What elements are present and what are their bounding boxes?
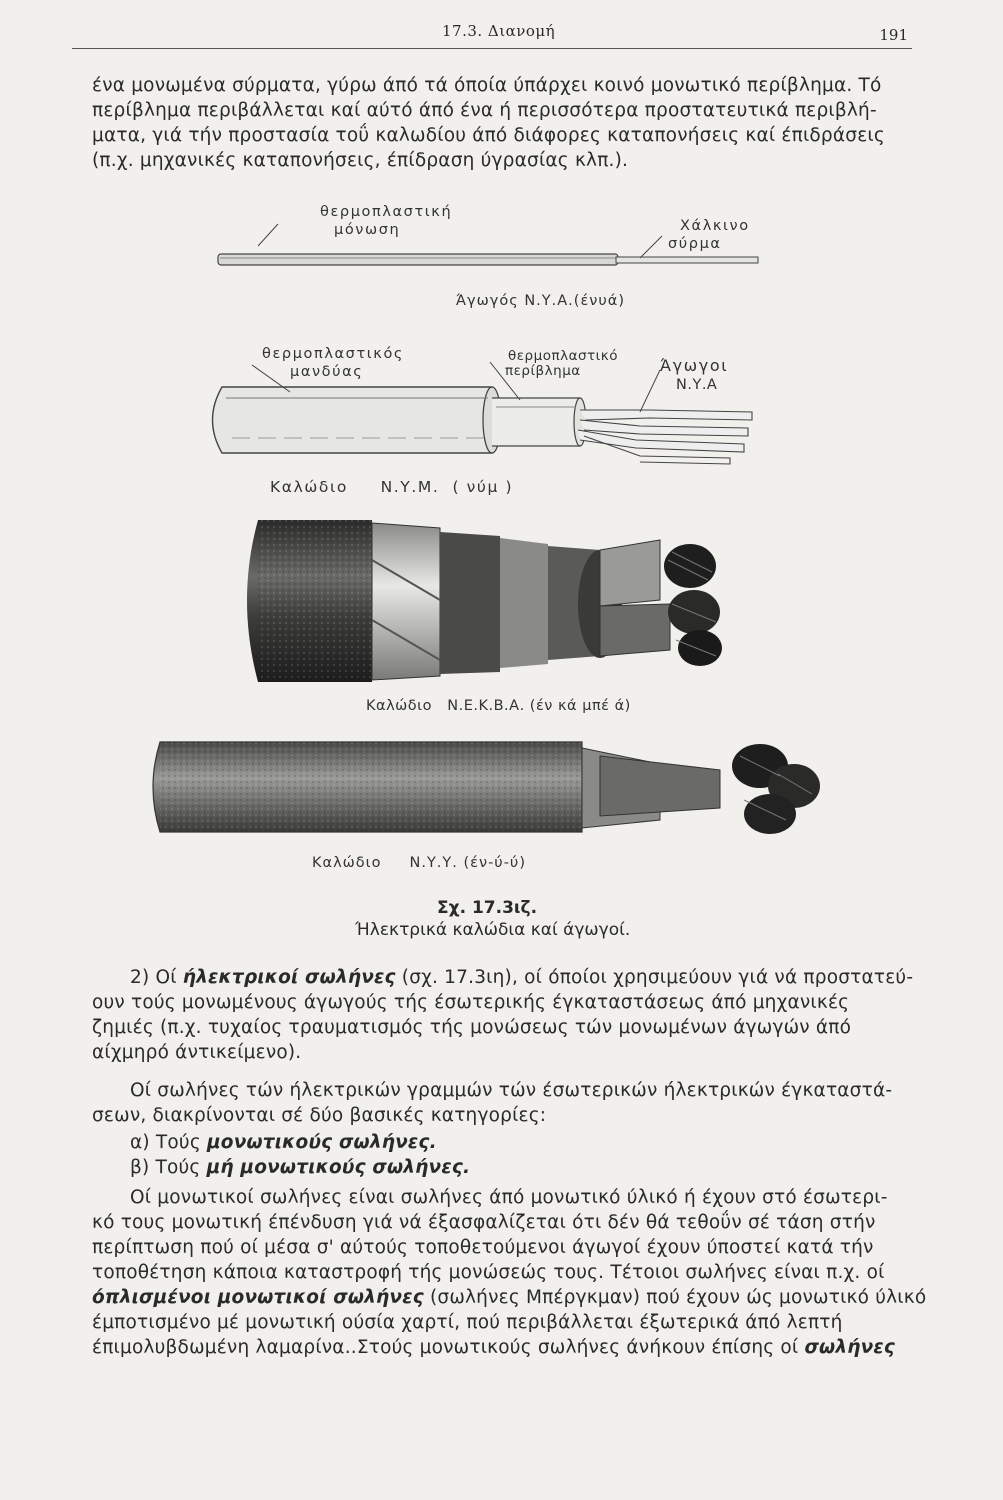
text-line: περίπτωση πού οί μέσα σ' αύτούς τοποθετούμενοι άγωγοί έχουν ύποστεί κατά τήν [92,1237,874,1258]
text-line: έμποτισμένο μέ μονωτική ούσία χαρτί, πού περιβάλλεται έξωτερικά άπό λεπτή [92,1312,843,1333]
label-conductors: Άγωγοι [660,356,729,375]
label-thermoplastic-insulation: θερμοπλαστική [320,204,453,220]
paragraph-electrical-conduits [92,965,914,1065]
list-item [92,1130,914,1155]
category-list [92,1130,914,1180]
text-line: κό τους μονωτική έπένδυση γιά νά έξασφαλίζεται ότι δέν θά τεθοΰν σέ τάση στήν [92,1212,876,1233]
label-sheath: μανδύας [290,364,364,380]
label-wire: σύρμα [668,236,722,252]
text-run: α) Τούς [130,1132,207,1153]
bold-term: μονωτικούς σωλήνες. [206,1132,437,1153]
paragraph-insulating-conduits [92,1185,927,1360]
bold-term: ήλεκτρικοί σωλήνες [182,967,396,988]
text-run: (σχ. 17.3ιη), οί όποίοι χρησιμεύουν γιά νά προστατεύ- [395,967,914,988]
text-run: 2) Οί [130,967,183,988]
paragraph-categories [92,1078,914,1128]
text-line: περίβλημα περιβάλλεται καί αύτό άπό ένα ή περισσότερα προστατευτικά περιβλή- [92,100,877,121]
figure-caption: Ήλεκτρικά καλώδια καί άγωγοί. [355,920,631,940]
label-copper: Χάλκινο [680,218,750,234]
page-number: 191 [879,26,908,44]
caption-nyy: Καλώδιο Ν.Υ.Υ. (έν-ύ-ύ) [312,855,526,871]
label-conductors-type: Ν.Υ.Α [676,377,718,393]
text-line: αίχμηρό άντικείμενο). [92,1042,302,1063]
text-line: ζημιές (π.χ. τυχαίος τραυματισμός τής μονώσεως τών μονωμένων άγωγών άπό [92,1017,852,1038]
nekba-cable-drawing [247,520,722,682]
caption-nym: Καλώδιο Ν.Υ.Μ. ( νύμ ) [270,478,514,496]
text-line: (π.χ. μηχανικές καταπονήσεις, έπίδραση ύγρασίας κλπ.). [92,150,629,171]
list-item [92,1155,914,1180]
label-envelope: περίβλημα [505,363,581,379]
text-line [92,965,914,990]
caption-nya: Άγωγός Ν.Υ.Α.(ένυά) [456,293,625,309]
text-line: σεων, διακρίνονται σέ δύο βασικές κατηγορίες: [92,1105,547,1126]
chapter-title: 17.3. Διανομή [442,22,556,40]
text-line [92,1285,927,1310]
text-run: (σωλήνες Μπέργκμαν) πού έχουν ώς μονωτικό ύλικό [423,1287,927,1308]
text-run: έπιμολυβδωμένη λαμαρίνα..Στούς μονωτικούς σωλήνες άνήκουν έπίσης οί [92,1337,805,1358]
figure-number: Σχ. 17.3ιζ. [437,898,538,918]
text-line: Οί σωλήνες τών ήλεκτρικών γραμμών τών έσωτερικών ήλεκτρικών έγκαταστά- [130,1080,893,1101]
label-insulation: μόνωση [334,222,401,238]
text-line: ένα μονωμένα σύρματα, γύρω άπό τά όποία ύπάρχει κοινό μονωτικό περίβλημα. Τό [92,75,882,96]
label-thermoplastic-sheath: θερμοπλαστικός [262,346,405,362]
text-line: τοποθέτηση κάποια καταστροφή τής μονώσεώς τους. Τέτοιοι σωλήνες είναι π.χ. οί [92,1262,885,1283]
text-line: Οί μονωτικοί σωλήνες είναι σωλήνες άπό μονωτικό ύλικό ή έχουν στό έσωτερι- [130,1187,888,1208]
label-thermoplastic-envelope: θερμοπλαστικό [508,348,618,364]
bold-term: όπλισμένοι μονωτικοί σωλήνες [92,1287,424,1308]
text-line [92,1335,914,1360]
text-run: β) Τούς [130,1157,207,1178]
text-line: ματα, γιά τήν προστασία τοΰ καλωδίου άπό διάφορες καταπονήσεις καί έπιδράσεις [92,125,885,146]
bold-term: μή μονωτικούς σωλήνες. [206,1157,471,1178]
bold-term: σωλήνες [804,1337,896,1358]
nyy-cable-drawing [153,742,820,834]
text-line: ουν τούς μονωμένους άγωγούς τής έσωτερικής έγκαταστάσεως άπό μηχανικές [92,992,850,1013]
caption-nekba: Καλώδιο Ν.Ε.Κ.Β.Α. (έν κά μπέ ά) [366,698,631,714]
